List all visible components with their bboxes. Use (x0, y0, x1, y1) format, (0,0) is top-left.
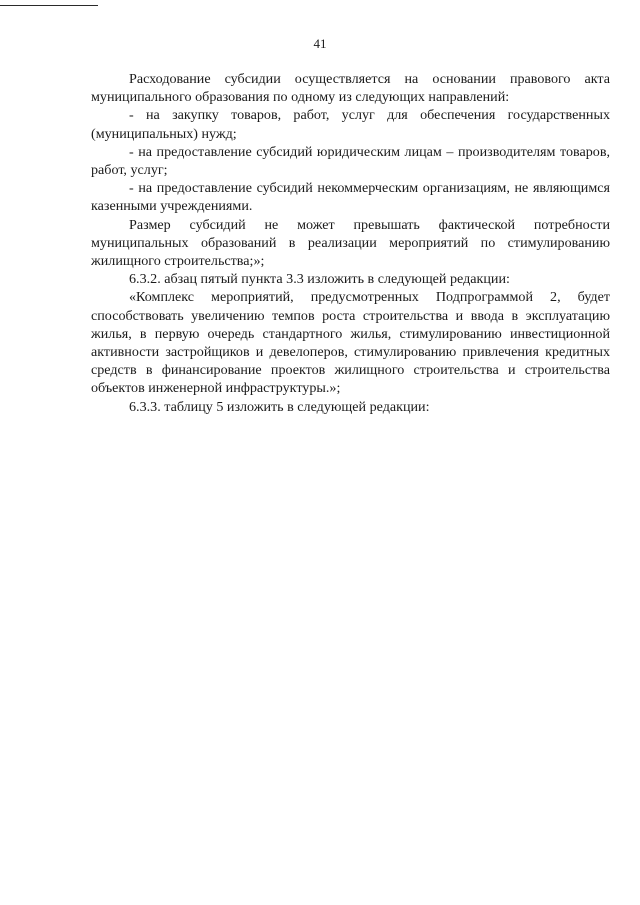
document-body (91, 70, 610, 416)
paragraph-subsidy-spending: Расходование субсидии осуществляется на основании правового акта муниципального образования по одному из следующих направлений: (91, 71, 610, 106)
header-rule (0, 5, 98, 6)
paragraph-amendment-6-3-2: 6.3.2. абзац пятый пункта 3.3 изложить в следующей редакции: (129, 271, 510, 288)
list-item-legal-entities: - на предоставление субсидий юридическим лицам – производителям товаров, работ, услуг; (91, 143, 610, 179)
list-item-procurement: - на закупку товаров, работ, услуг для обеспечения государственных (муниципальных) нужд; (91, 107, 610, 142)
paragraph-subsidy-limit: Размер субсидий не может превышать фактической потребности муниципальных образований в реализации мероприятий по стимулированию жилищного строительства;»; (91, 216, 610, 270)
paragraph-amendment-6-3-3: 6.3.3. таблицу 5 изложить в следующей редакции: (129, 398, 430, 415)
paragraph-quoted-program-text: «Комплекс мероприятий, предусмотренных Подпрограммой 2, будет способствовать увеличению темпов роста строительства и ввода в эксплуатацию жилья, в первую очередь стандартного жилья, стимулированию инвестиционной активности застройщиков и девелоперов, стимулированию привлечения кредитных средств в финансирование проектов жилищного строительства и строительства объектов инженерной инфраструктуры.»; (91, 289, 610, 397)
page-number: 41 (313, 36, 327, 51)
list-item-nonprofits: - на предоставление субсидий некоммерческим организациям, не являющимся казенными учреждениями. (91, 180, 610, 215)
